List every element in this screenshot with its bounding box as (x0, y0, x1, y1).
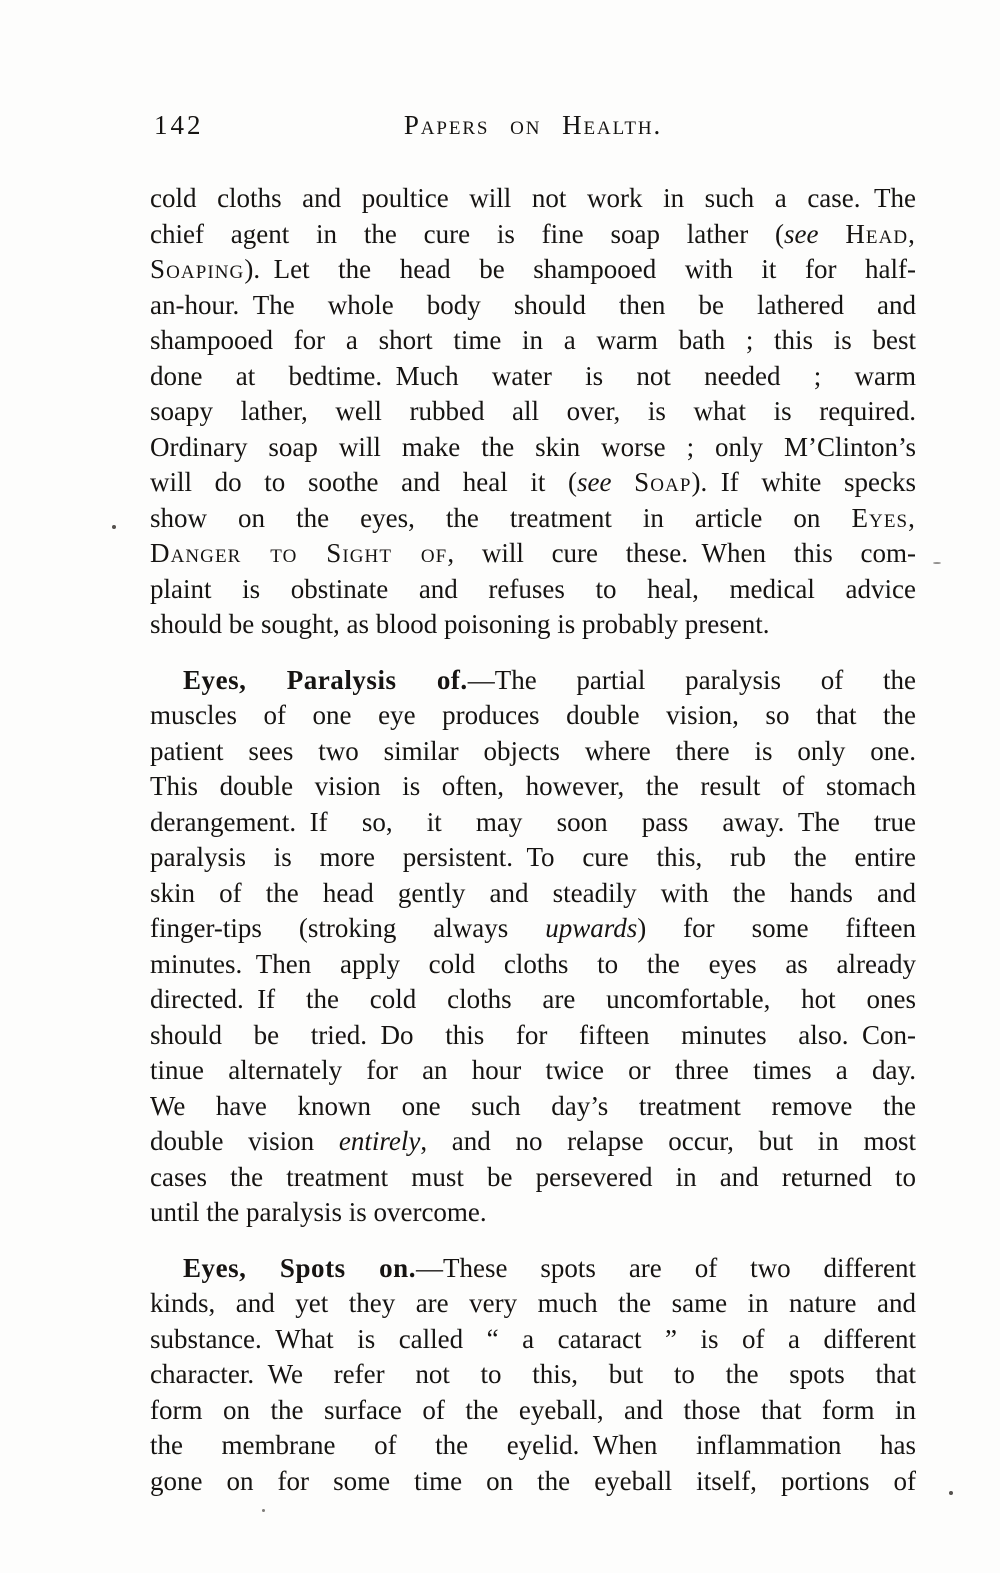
text-line (150, 394, 916, 430)
text-run: skin of the head gently and steadily with the hands and (150, 877, 916, 908)
text-line (150, 1286, 916, 1322)
text-line (150, 769, 916, 805)
text-line (150, 1393, 916, 1429)
text-line (150, 430, 916, 466)
text-run: ) for some fifteen (637, 913, 916, 943)
scan-speck (262, 1509, 265, 1512)
text-run: , and no relapse occur, but in most (420, 1126, 916, 1156)
text-run: form on the surface of the eyeball, and those that form in (150, 1394, 916, 1425)
smallcaps-run: Soaping (150, 254, 245, 284)
text-run: done at bedtime. Much water is not needed ; warm (150, 360, 916, 391)
page-header (150, 110, 916, 146)
text-line (150, 840, 916, 876)
italic-run: see (577, 467, 612, 497)
italic-run: see (784, 218, 819, 249)
text-run: Ordinary soap will make the skin worse ; only M’Clinton’s (150, 431, 916, 462)
text-run: muscles of one eye produces double vision, so that the (150, 700, 916, 730)
text-block (150, 181, 916, 1499)
text-line (150, 607, 916, 643)
text-line (150, 876, 916, 912)
smallcaps-run: Head, (845, 218, 917, 249)
text-line (150, 698, 916, 734)
paragraph (150, 181, 916, 643)
text-line (150, 911, 916, 947)
text-run (611, 467, 634, 497)
text-run: , will cure these. When this com- (447, 538, 916, 568)
text-run: should be sought, as blood poisoning is probably present. (150, 609, 770, 639)
entry-heading: Eyes, Spots on. (183, 1252, 416, 1283)
text-run: —The partial paralysis of the (467, 664, 916, 695)
text-run: directed. If the cold cloths are uncomfortable, hot ones (150, 984, 916, 1014)
text-line (150, 1124, 916, 1160)
text-run: an-hour. The whole body should then be lathered and (150, 289, 916, 320)
text-line (150, 1160, 916, 1196)
text-run (819, 219, 846, 249)
italic-run: upwards (545, 913, 638, 943)
text-run: gone on for some time on the eyeball itself, portions of (150, 1465, 916, 1496)
text-line (150, 1251, 916, 1287)
text-run: This double vision is often, however, the result of stomach (150, 771, 916, 801)
smallcaps-run: Soap (634, 467, 692, 497)
text-line (150, 288, 916, 324)
text-run: ). If white specks (691, 467, 916, 497)
text-run: should be tried. Do this for fifteen minutes also. Con- (150, 1019, 916, 1050)
text-line (150, 181, 916, 217)
text-line (150, 1464, 916, 1500)
text-run: the membrane of the eyelid. When inflammation has (150, 1430, 916, 1460)
text-run: will do to soothe and heal it ( (150, 467, 577, 497)
text-line (150, 663, 916, 699)
text-line (150, 1357, 916, 1393)
text-line (150, 1428, 916, 1464)
text-run: soapy lather, well rubbed all over, is what is required. (150, 396, 916, 426)
running-title: Papers on Health. (403, 110, 663, 140)
text-line (150, 217, 916, 253)
entry-heading: Eyes, Paralysis of. (183, 664, 468, 695)
text-line (150, 465, 916, 501)
text-line (150, 982, 916, 1018)
text-run: —These spots are of two different (416, 1252, 916, 1283)
scan-speck (933, 562, 941, 564)
text-run: We have known one such day’s treatment remove the (150, 1090, 916, 1121)
text-line (150, 1089, 916, 1125)
text-run: finger-tips (stroking always (150, 913, 546, 943)
text-run: cases the treatment must be persevered in and returned to (150, 1161, 916, 1192)
text-line (150, 947, 916, 983)
text-line (150, 1195, 916, 1231)
text-run: derangement. If so, it may soon pass away. The true (150, 806, 916, 837)
paragraph (150, 663, 916, 1231)
text-run: kinds, and yet they are very much the same in nature and (150, 1288, 916, 1318)
text-line (150, 359, 916, 395)
text-line (150, 536, 916, 572)
text-line (150, 1322, 916, 1358)
text-run: cold cloths and poultice will not work in such a case. The (150, 183, 916, 213)
text-line (150, 323, 916, 359)
text-run: patient sees two similar objects where there is only one. (150, 735, 916, 766)
text-line (150, 252, 916, 288)
text-run: paralysis is more persistent. To cure this, rub the entire (150, 842, 916, 872)
text-line (150, 805, 916, 841)
text-line (150, 1018, 916, 1054)
smallcaps-run: Danger to Sight of (150, 538, 448, 568)
text-run: ). Let the head be shampooed with it for half- (244, 254, 916, 284)
text-line (150, 572, 916, 608)
text-line (150, 501, 916, 537)
text-line (150, 1053, 916, 1089)
text-run: shampooed for a short time in a warm bath ; this is best (150, 325, 916, 355)
smallcaps-run: Eyes, (851, 502, 916, 533)
text-run: substance. What is called “ a cataract ” is of a different (150, 1323, 916, 1354)
text-run: minutes. Then apply cold cloths to the eyes as already (150, 948, 916, 979)
text-run: chief agent in the cure is fine soap lather ( (150, 218, 785, 249)
text-run: show on the eyes, the treatment in article on (150, 502, 852, 533)
italic-run: entirely (338, 1126, 421, 1156)
scan-speck (112, 525, 116, 529)
scan-speck (949, 1491, 953, 1495)
text-run: tinue alternately for an hour twice or three times a day. (150, 1055, 916, 1085)
text-run: double vision (150, 1126, 339, 1156)
text-run: plaint is obstinate and refuses to heal, medical advice (150, 573, 916, 604)
page-number: 142 (154, 110, 204, 140)
text-run: character. We refer not to this, but to the spots that (150, 1359, 916, 1389)
text-run: until the paralysis is overcome. (150, 1197, 487, 1227)
text-line (150, 734, 916, 770)
paragraph (150, 1251, 916, 1500)
